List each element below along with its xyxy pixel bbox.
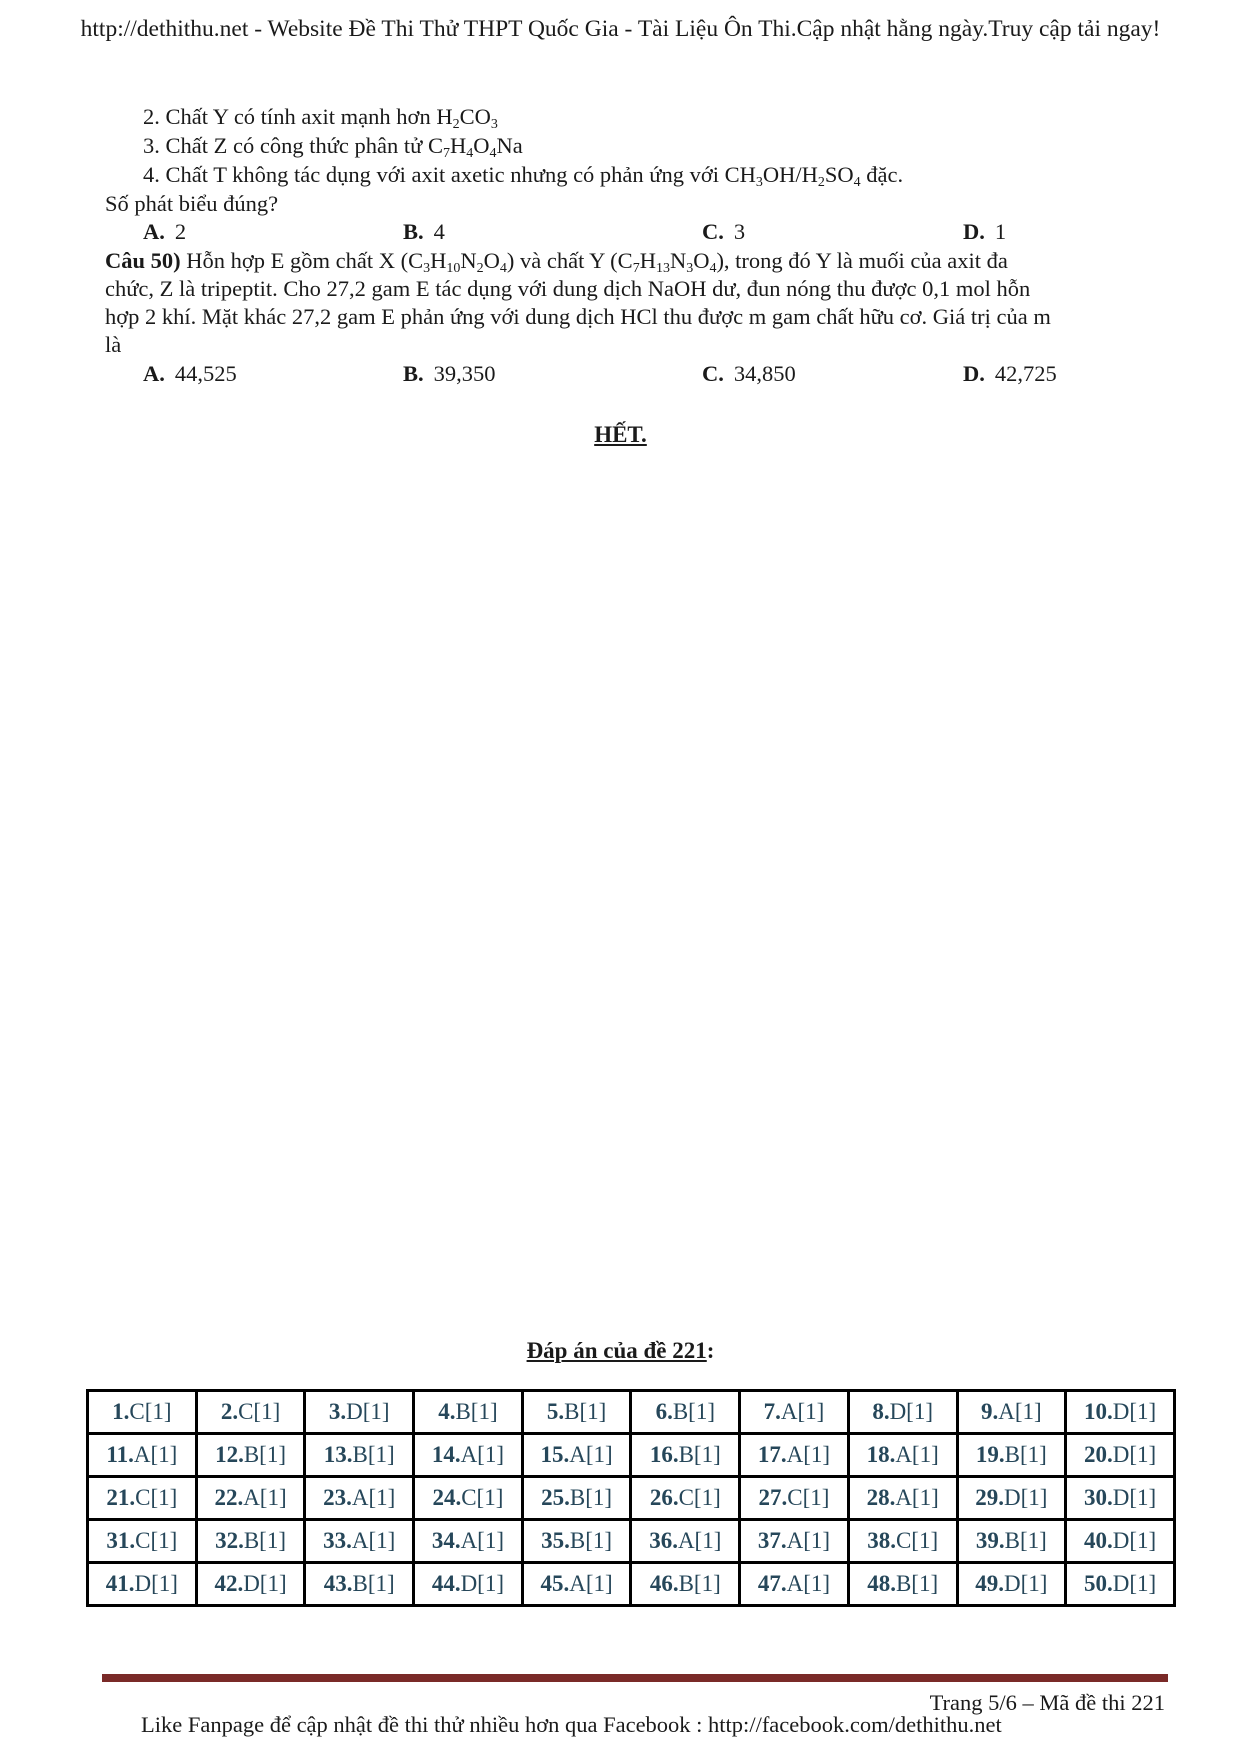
answer-number: 39. [975,1528,1005,1553]
answer-number: 7. [763,1399,781,1424]
answer-choice: A[1] [351,1528,396,1553]
answer-number: 44. [431,1571,461,1596]
answer-cell [414,1477,523,1520]
answer-number: 4. [438,1399,456,1424]
answer-choice: B[1] [569,1485,613,1510]
answer-number: 27. [758,1485,788,1510]
answer-cell [740,1434,849,1477]
answer-number: 48. [867,1571,896,1596]
answer-number: 40. [1084,1528,1113,1553]
answer-cell [305,1563,414,1606]
answer-choice: D[1] [1004,1485,1048,1510]
answer-key-table [86,1389,1176,1607]
answer-choice: B[1] [564,1399,607,1424]
answer-cell [522,1520,631,1563]
answer-number: 19. [975,1442,1005,1467]
answer-cell [414,1563,523,1606]
answer-choice: A[1] [786,1528,831,1553]
answer-choice: B[1] [678,1442,721,1467]
answer-cell [957,1563,1066,1606]
answer-cell [305,1434,414,1477]
answer-cell [414,1391,523,1434]
answer-choice: A[1] [243,1485,287,1510]
answer-choice: A[1] [569,1442,613,1467]
q50-line-3: hợp 2 khí. Mặt khác 27,2 gam E phản ứng với dung dịch HCl thu được m gam chất hữu cơ. Giá trị của m [105,304,1051,329]
answer-number: 26. [649,1485,679,1510]
answer-row [88,1391,1175,1434]
answer-choice: A[1] [786,1442,831,1467]
answer-number: 5. [546,1399,565,1424]
answer-number: 36. [649,1528,678,1553]
answer-cell [1066,1434,1175,1477]
answer-cell [88,1563,197,1606]
answer-number: 42. [214,1571,244,1596]
q50-option-b: B. 39,350 [403,361,496,386]
answer-choice: B[1] [678,1571,721,1596]
q50-option-d: D. 42,725 [963,361,1057,386]
answer-cell [414,1434,523,1477]
answer-choice: A[1] [569,1571,613,1596]
answer-key-title: Đáp án của đề 221: [526,1338,715,1363]
answer-number: 35. [541,1528,570,1553]
answer-number: 2. [220,1399,239,1424]
answer-cell [740,1520,849,1563]
answer-choice: A[1] [460,1528,504,1553]
answer-cell [957,1477,1066,1520]
q50-line-1: Câu 50) Hỗn hợp E gồm chất X $(C_3H_{10}N_2O_4)$ và chất Y $(C_7H_{13}N_3O_4)$, trong đó Y là muối của axit đa [105,248,1008,276]
answer-choice: A[1] [786,1571,831,1596]
answer-number: 33. [323,1528,352,1553]
answer-choice: C[1] [238,1399,281,1424]
answer-choice: A[1] [998,1399,1042,1424]
page-number: Trang 5/6 – Mã đề thi 221 [929,1690,1165,1715]
statement-2: 2. Chất Y có tính axit mạnh hơn $H_2CO_3$ [143,104,498,132]
answer-number: 11. [106,1442,134,1467]
answer-number: 32. [215,1528,244,1553]
answer-number: 20. [1084,1442,1113,1467]
answer-choice: D[1] [1112,1528,1157,1553]
answer-cell [1066,1391,1175,1434]
answer-row [88,1434,1175,1477]
answer-cell [1066,1563,1175,1606]
question-prompt: Số phát biểu đúng? [105,191,279,216]
statement-4: 4. Chất T không tác dụng với axit axetic nhưng có phản ứng với $CH_3OH/H_2SO_4$ đặc. [143,162,904,190]
answer-cell [88,1391,197,1434]
answer-choice: C[1] [129,1399,172,1424]
answer-row [88,1477,1175,1520]
answer-choice: A[1] [895,1485,939,1510]
answer-number: 3. [328,1399,347,1424]
answer-choice: D[1] [889,1399,933,1424]
answer-choice: B[1] [243,1442,286,1467]
q49-option-d: D. 1 [963,219,1007,244]
answer-number: 31. [106,1528,136,1553]
answer-choice: C[1] [678,1485,721,1510]
answer-number: 23. [323,1485,352,1510]
answer-cell [740,1391,849,1434]
answer-choice: B[1] [1004,1528,1047,1553]
answer-cell [848,1477,957,1520]
answer-cell [196,1477,305,1520]
answer-choice: B[1] [1004,1442,1047,1467]
answer-cell [631,1563,740,1606]
answer-cell [88,1520,197,1563]
answer-row [88,1520,1175,1563]
q49-option-b: B. 4 [403,219,445,244]
answer-cell [1066,1477,1175,1520]
statement-3: 3. Chất Z có công thức phân tử $C_7H_4O_4Na$ [143,133,523,161]
answer-cell [522,1477,631,1520]
answer-number: 9. [981,1399,999,1424]
answer-cell [740,1477,849,1520]
answer-cell [740,1563,849,1606]
answer-cell [631,1434,740,1477]
answer-choice: B[1] [352,1442,395,1467]
answer-choice: A[1] [677,1528,722,1553]
answer-cell [848,1391,957,1434]
answer-choice: A[1] [895,1442,939,1467]
answer-choice: D[1] [346,1399,390,1424]
end-marker: HẾT. [594,422,647,447]
answer-number: 25. [541,1485,570,1510]
answer-number: 24. [432,1485,462,1510]
answer-choice: B[1] [352,1571,395,1596]
answer-cell [196,1563,305,1606]
answer-choice: D[1] [1004,1571,1048,1596]
answer-cell [1066,1520,1175,1563]
answer-choice: C[1] [135,1528,178,1553]
answer-number: 28. [866,1485,896,1510]
answer-number: 16. [649,1442,679,1467]
answer-number: 6. [655,1399,673,1424]
answer-number: 10. [1084,1399,1113,1424]
answer-choice: B[1] [895,1571,939,1596]
page-header: http://dethithu.net - Website Đề Thi Thử THPT Quốc Gia - Tài Liệu Ôn Thi.Cập nhật hằng ngày.Truy cập tải ngay! [80,16,1161,42]
page-footer: Like Fanpage để cập nhật đề thi thử nhiều hơn qua Facebook : http://facebook.com/dethithu.net [141,1712,1002,1737]
answer-choice: C[1] [135,1485,178,1510]
answer-choice: A[1] [780,1399,825,1424]
answer-number: 12. [215,1442,244,1467]
answer-cell [522,1391,631,1434]
answer-choice: B[1] [672,1399,715,1424]
footer-divider [102,1674,1168,1682]
answer-number: 22. [214,1485,244,1510]
answer-row [88,1563,1175,1606]
q49-option-a: A. 2 [143,219,187,244]
answer-number: 43. [323,1571,353,1596]
answer-cell [848,1434,957,1477]
answer-choice: D[1] [1112,1485,1157,1510]
answer-number: 41. [105,1571,135,1596]
answer-choice: A[1] [351,1485,396,1510]
answer-number: 46. [649,1571,679,1596]
answer-number: 50. [1084,1571,1113,1596]
answer-cell [88,1434,197,1477]
answer-choice: D[1] [243,1571,287,1596]
answer-number: 15. [540,1442,570,1467]
q50-option-a: A. 44,525 [143,361,237,386]
answer-number: 38. [867,1528,896,1553]
answer-choice: A[1] [133,1442,178,1467]
answer-cell [848,1563,957,1606]
q50-line-2: chức, Z là tripeptit. Cho 27,2 gam E tác dụng với dung dịch NaOH dư, đun nóng thu được 0,1 mol hỗn [105,276,1031,301]
q50-label: Câu 50) [105,248,181,273]
answer-number: 14. [431,1442,461,1467]
answer-cell [196,1520,305,1563]
answer-choice: D[1] [1112,1571,1157,1596]
answer-number: 30. [1084,1485,1113,1510]
answer-cell [631,1477,740,1520]
answer-number: 18. [866,1442,896,1467]
answer-number: 29. [975,1485,1004,1510]
answer-cell [848,1520,957,1563]
answer-cell [957,1520,1066,1563]
answer-cell [305,1477,414,1520]
answer-choice: A[1] [460,1442,504,1467]
answer-cell [522,1434,631,1477]
answer-cell [957,1391,1066,1434]
answer-choice: D[1] [1112,1399,1157,1424]
answer-cell [631,1520,740,1563]
answer-cell [196,1434,305,1477]
answer-choice: C[1] [787,1485,830,1510]
answer-choice: C[1] [461,1485,504,1510]
q50-option-c: C. 34,850 [702,361,796,386]
q49-option-c: C. 3 [702,219,746,244]
answer-cell [305,1520,414,1563]
answer-number: 49. [975,1571,1004,1596]
answer-choice: B[1] [455,1399,498,1424]
answer-choice: C[1] [895,1528,939,1553]
answer-cell [305,1391,414,1434]
answer-cell [414,1520,523,1563]
answer-choice: B[1] [243,1528,286,1553]
answer-number: 34. [431,1528,461,1553]
answer-choice: B[1] [569,1528,613,1553]
answer-number: 17. [757,1442,787,1467]
answer-choice: D[1] [460,1571,504,1596]
answer-number: 37. [757,1528,787,1553]
answer-choice: D[1] [1112,1442,1157,1467]
answer-number: 21. [106,1485,136,1510]
answer-cell [957,1434,1066,1477]
answer-cell [631,1391,740,1434]
answer-number: 45. [540,1571,570,1596]
answer-choice: D[1] [134,1571,178,1596]
answer-number: 47. [757,1571,787,1596]
answer-cell [196,1391,305,1434]
answer-cell [522,1563,631,1606]
answer-number: 13. [323,1442,353,1467]
answer-number: 8. [872,1399,890,1424]
q50-line-4: là [105,332,122,357]
answer-cell [88,1477,197,1520]
answer-number: 1. [112,1399,130,1424]
